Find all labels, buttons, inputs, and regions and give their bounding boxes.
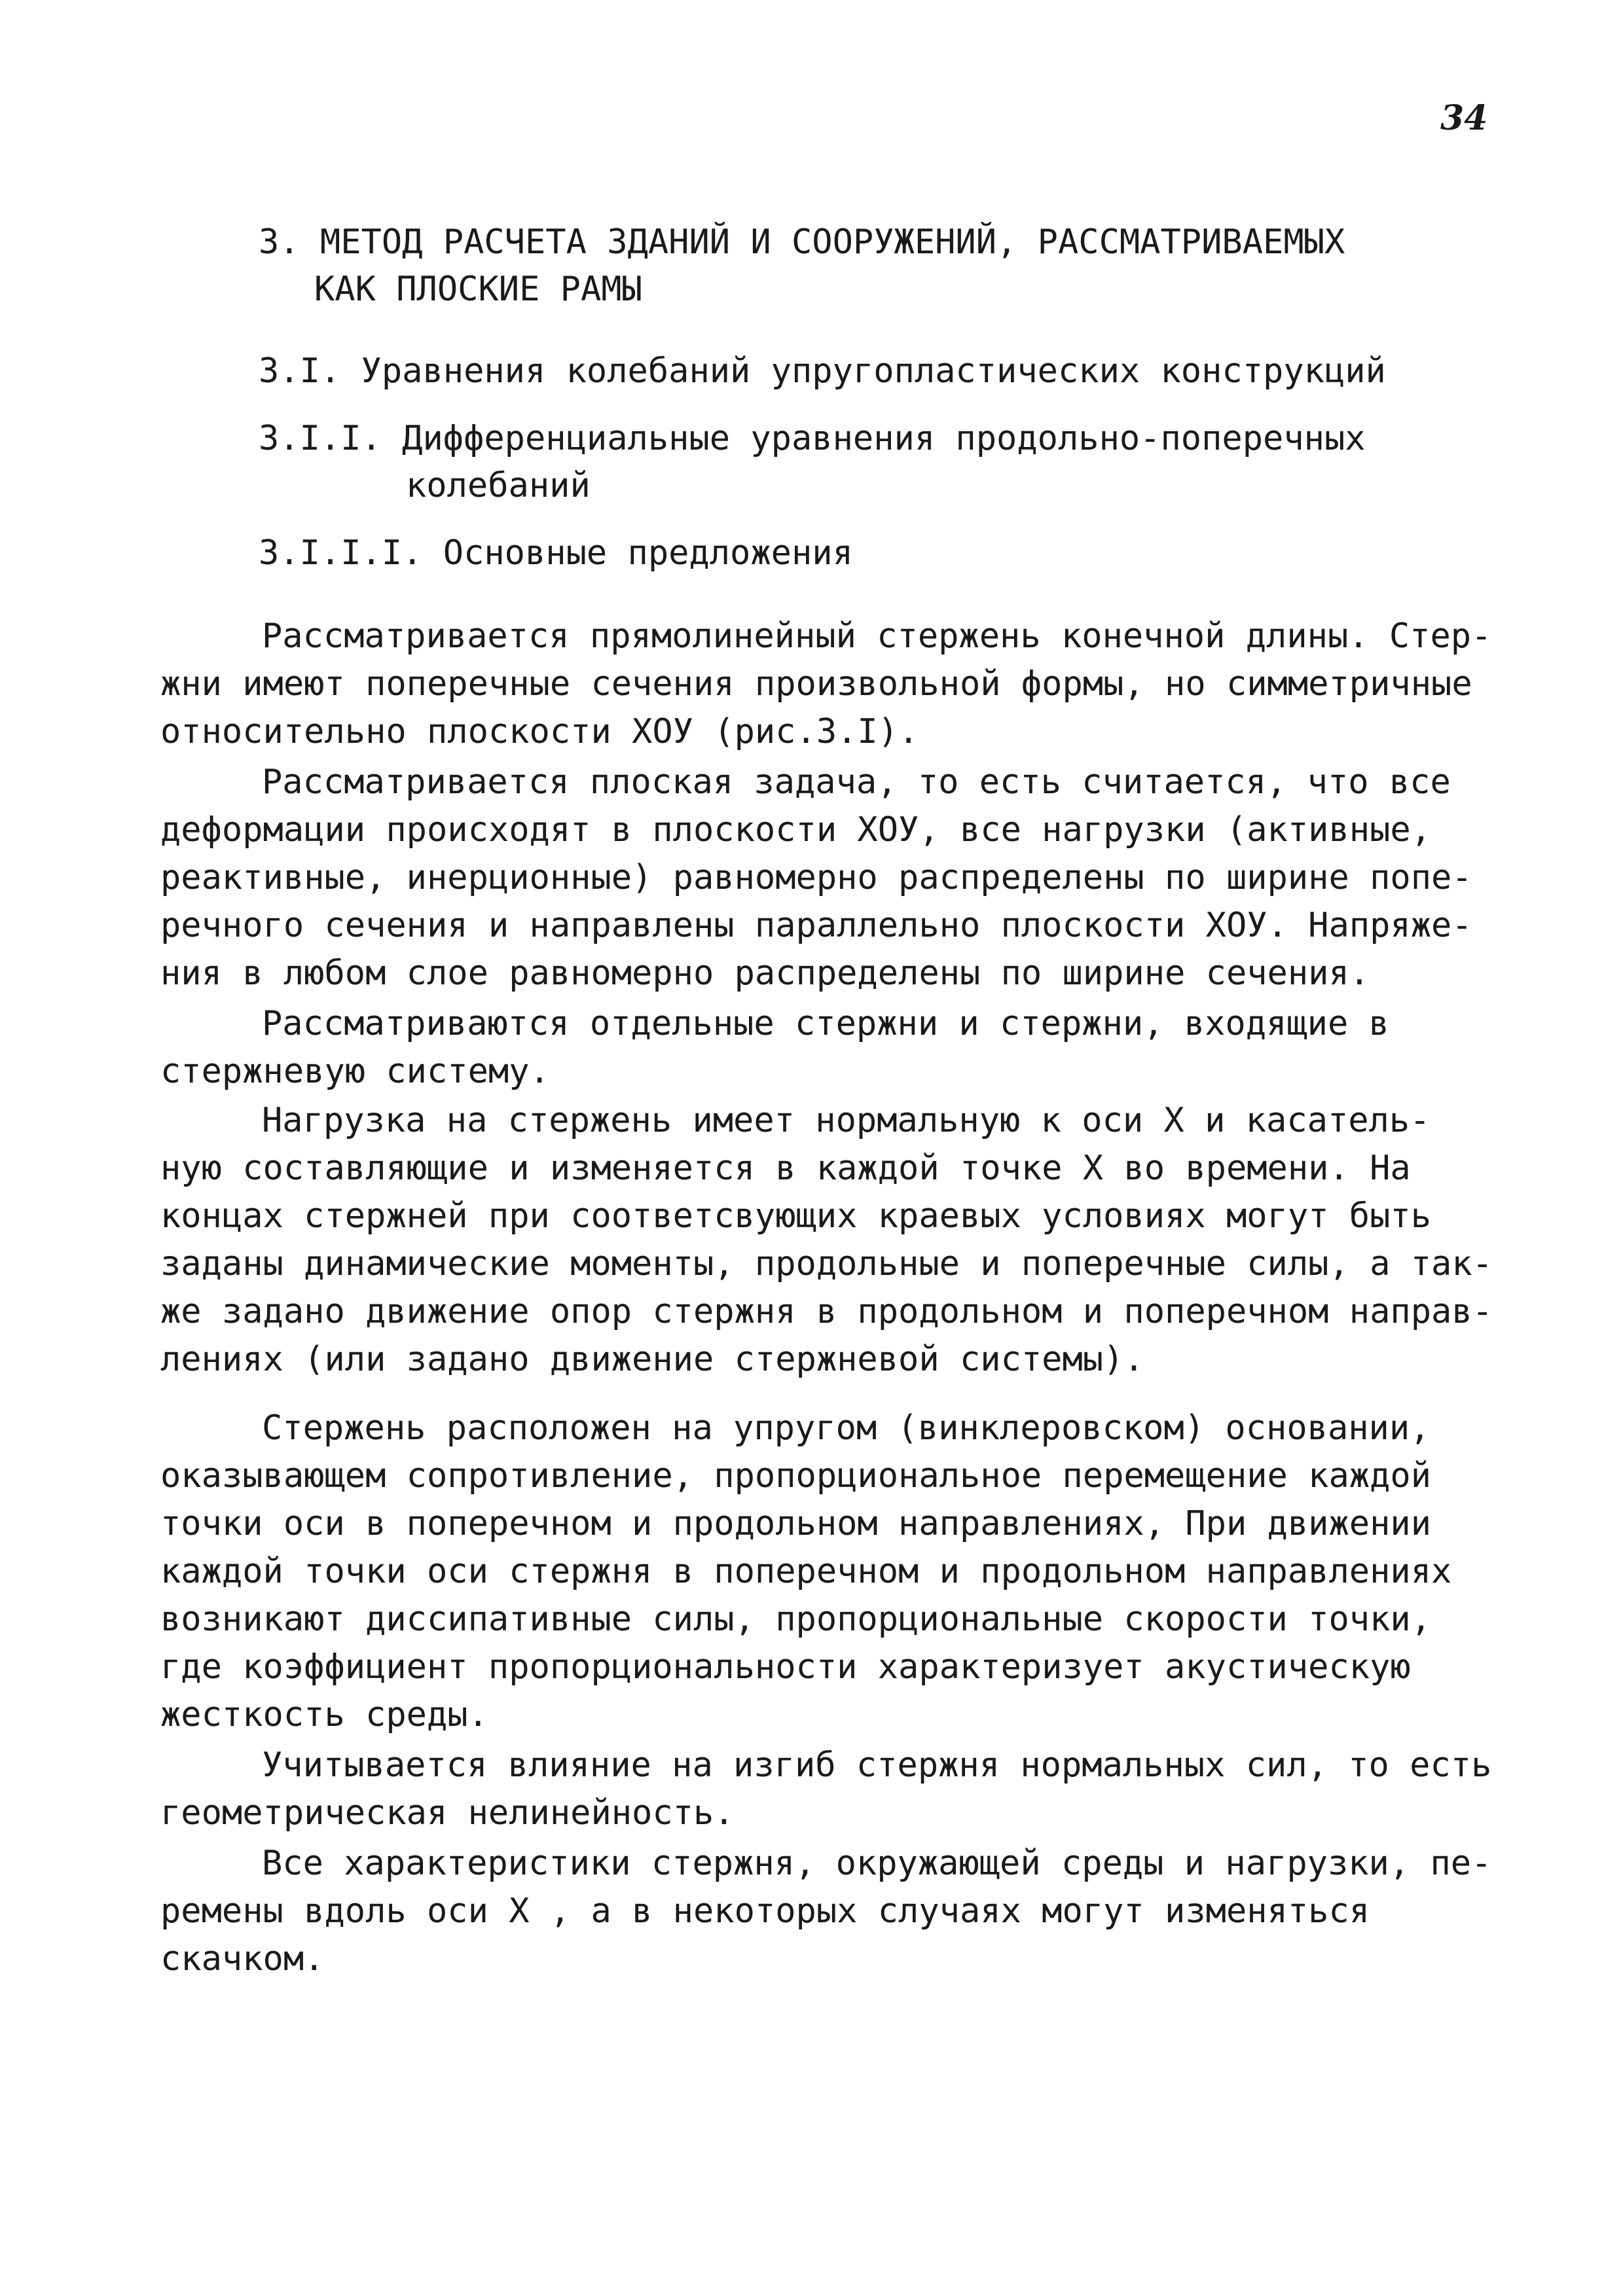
body-line: реактивные, инерционные) равномерно распределены по ширине попе- bbox=[160, 858, 1472, 897]
body-line: Нагрузка на стержень имеет нормальную к оси Х и касатель- bbox=[262, 1101, 1431, 1140]
body-line: Рассматривается прямолинейный стержень конечной длины. Стер- bbox=[262, 617, 1492, 656]
section-3-1-1-title-cont: колебаний bbox=[406, 466, 591, 505]
body-line: оказывающем сопротивление, пропорциональное перемещение каждой bbox=[160, 1456, 1432, 1496]
body-line: Стержень расположен на упругом (винклеровском) основании, bbox=[262, 1408, 1431, 1448]
section-3-1-title: 3.I. Уравнения колебаний упругопластических конструкций bbox=[259, 351, 1386, 391]
body-line: ния в любом слое равномерно распределены по ширине сечения. bbox=[160, 954, 1370, 993]
body-line: ремены вдоль оси Х , а в некоторых случаях могут изменяться bbox=[160, 1892, 1370, 1931]
body-line: где коэффициент пропорциональности характеризует акустическую bbox=[160, 1647, 1411, 1687]
body-line: относительно плоскости ХОУ (рис.3.I). bbox=[160, 712, 919, 751]
chapter-heading-line-2: КАК ПЛОСКИЕ РАМЫ bbox=[314, 270, 642, 309]
body-line: Рассматривается плоская задача, то есть считается, что все bbox=[262, 762, 1451, 802]
body-line: жни имеют поперечные сечения произвольной формы, но симметричные bbox=[160, 664, 1472, 704]
body-line: жесткость среды. bbox=[160, 1695, 488, 1734]
body-line: геометрическая нелинейность. bbox=[160, 1793, 735, 1833]
body-line: точки оси в поперечном и продольном направлениях, При движении bbox=[160, 1504, 1432, 1543]
body-line: ную составляющие и изменяется в каждой точке Х во времени. На bbox=[160, 1149, 1411, 1188]
body-line: стержневую систему. bbox=[160, 1052, 550, 1091]
section-3-1-1-1-title: 3.I.I.I. Основные предложения bbox=[259, 533, 853, 573]
body-line: возникают диссипативные силы, пропорциональные скорости точки, bbox=[160, 1600, 1432, 1639]
body-line: Все характеристики стержня, окружающей среды и нагрузки, пе- bbox=[262, 1844, 1492, 1883]
body-line: концах стержней при соответсвующих краевых условиях могут быть bbox=[160, 1196, 1432, 1236]
body-line: лениях (или задано движение стержневой системы). bbox=[160, 1340, 1144, 1379]
body-line: скачком. bbox=[160, 1939, 325, 1979]
body-line: заданы динамические моменты, продольные и поперечные силы, а так- bbox=[160, 1244, 1493, 1283]
section-3-1-1-title: 3.I.I. Дифференциальные уравнения продольно-поперечных bbox=[259, 419, 1366, 458]
body-line: Учитывается влияние на изгиб стержня нормальных сил, то есть bbox=[262, 1746, 1492, 1785]
body-line: речного сечения и направлены параллельно плоскости ХОУ. Напряже- bbox=[160, 906, 1472, 945]
body-line: деформации происходят в плоскости ХОУ, все нагрузки (активные, bbox=[160, 810, 1432, 850]
chapter-heading-line-1: 3. МЕТОД РАСЧЕТА ЗДАНИЙ И СООРУЖЕНИЙ, РАССМАТРИВАЕМЫХ bbox=[259, 223, 1345, 262]
page-number: 34 bbox=[1440, 98, 1488, 138]
body-line: каждой точки оси стержня в поперечном и продольном направлениях bbox=[160, 1552, 1452, 1591]
body-line: же задано движение опор стержня в продольном и поперечном направ- bbox=[160, 1292, 1493, 1331]
body-line: Рассматриваются отдельные стержни и стержни, входящие в bbox=[262, 1004, 1389, 1043]
